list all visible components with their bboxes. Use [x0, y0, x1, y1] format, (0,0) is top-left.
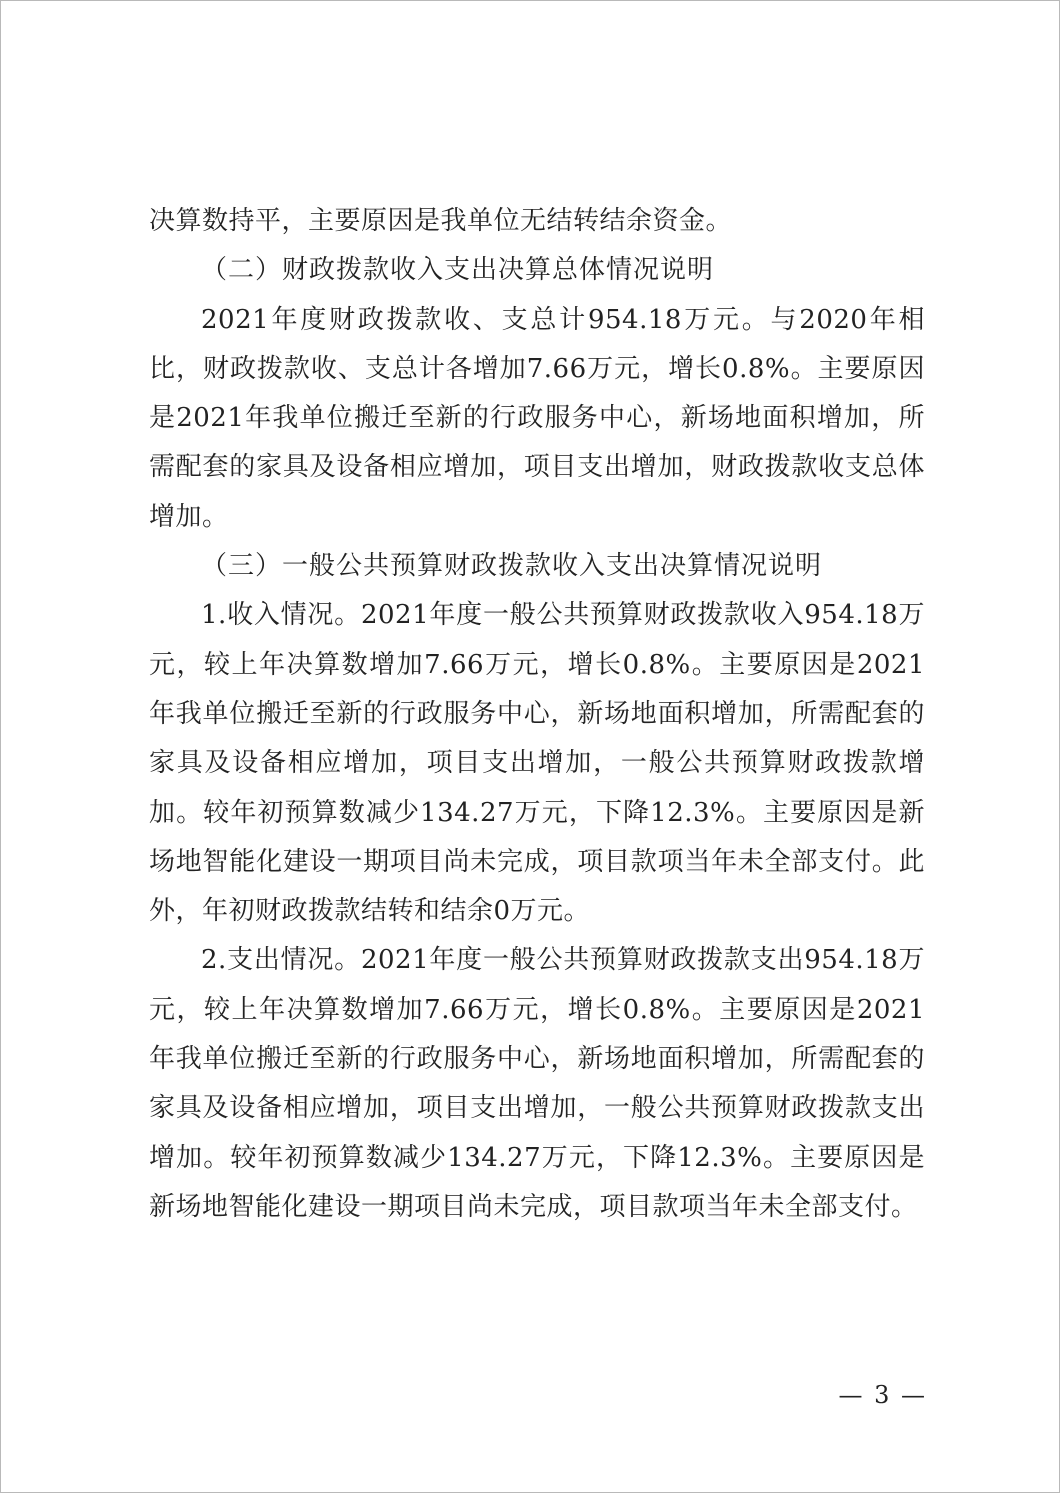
section-heading-3: （三）一般公共预算财政拨款收入支出决算情况说明	[201, 551, 823, 582]
paragraph-expenditure: 2.支出情况。2021年度一般公共预算财政拨款支出954.18万元，较上年决算数增加7.66万元，增长0.8%。主要原因是2021年我单位搬迁至新的行政服务中心，新场地面积增加，所需配套的家具及设备相应增加，项目支出增加，一般公共预算财政拨款支出增加。较年初预算数减少134.27万元，下降12.3%。主要原因是新场地智能化建设一期项目尚未完成，项目款项当年未全部支付。	[149, 945, 925, 1222]
section-heading-2: （二）财政拨款收入支出决算总体情况说明	[201, 255, 715, 286]
document-body	[149, 197, 925, 1232]
page-number: — 3 —	[838, 1381, 927, 1409]
paragraph-income: 1.收入情况。2021年度一般公共预算财政拨款收入954.18万元，较上年决算数增加7.66万元，增长0.8%。主要原因是2021年我单位搬迁至新的行政服务中心，新场地面积增加，所需配套的家具及设备相应增加，项目支出增加，一般公共预算财政拨款增加。较年初预算数减少134.27万元，下降12.3%。主要原因是新场地智能化建设一期项目尚未完成，项目款项当年未全部支付。此外，年初财政拨款结转和结余0万元。	[149, 600, 925, 927]
paragraph-fiscal-overview: 2021年度财政拨款收、支总计954.18万元。与2020年相比，财政拨款收、支总计各增加7.66万元，增长0.8%。主要原因是2021年我单位搬迁至新的行政服务中心，新场地面积增加，所需配套的家具及设备相应增加，项目支出增加，财政拨款收支总体增加。	[149, 304, 925, 532]
paragraph-carryover: 决算数持平，主要原因是我单位无结转结余资金。	[149, 206, 733, 236]
